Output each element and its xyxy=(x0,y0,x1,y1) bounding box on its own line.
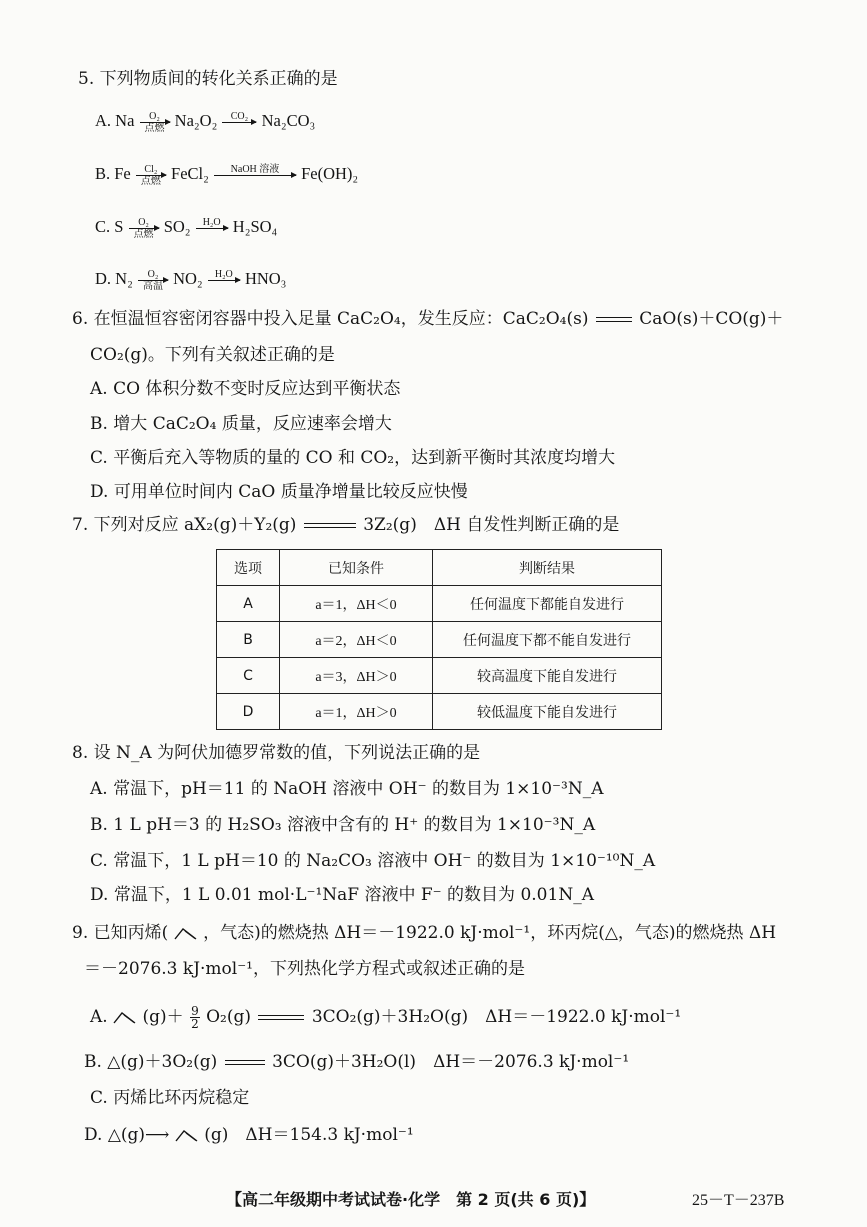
q6-option-b: B. 增大 CaC₂O₄ 质量，反应速率会增大 xyxy=(90,414,392,434)
q7-stem-part2: 3Z₂(g) ΔH 自发性判断正确的是 xyxy=(363,515,620,535)
q9-stem-line1 xyxy=(72,922,776,944)
q5-b-end: Fe(OH)₂ xyxy=(301,164,359,183)
equilibrium-arrow-icon xyxy=(596,317,632,323)
q6-option-c: C. 平衡后充入等物质的量的 CO 和 CO₂，达到新平衡时其浓度均增大 xyxy=(90,448,616,468)
q5-a-arrow1: O₂ 点燃 xyxy=(140,111,170,134)
table-row xyxy=(217,586,662,622)
page-footer: 【高二年级期中考试试卷·化学 第 2 页(共 6 页)】 xyxy=(226,1190,596,1209)
q5-d-mid: NO₂ xyxy=(173,269,203,288)
q5-d-arrow1: O₂ 高温 xyxy=(138,269,168,292)
table-row xyxy=(217,658,662,694)
q9-option-a xyxy=(90,1005,681,1030)
q8-option-b: B. 1 L pH＝3 的 H₂SO₃ 溶液中含有的 H⁺ 的数目为 1×10⁻³N_A xyxy=(90,815,596,835)
q5-d-start: D. N₂ xyxy=(95,269,133,288)
q6-stem-line1 xyxy=(72,308,783,330)
table-header-row xyxy=(217,550,662,586)
q5-b-mid: FeCl₂ xyxy=(171,164,209,183)
table-row xyxy=(217,622,662,658)
double-line-equals-icon xyxy=(304,523,356,529)
q7-options-table xyxy=(216,549,662,730)
q9-stem-part2: ，气态)的燃烧热 ΔH＝－1922.0 kJ·mol⁻¹，环丙烷(△，气态)的燃烧热 ΔH xyxy=(203,923,777,943)
q5-b-arrow1: Cl₂ 点燃 xyxy=(136,164,166,187)
propene-skeletal-icon xyxy=(175,1129,199,1143)
q9-stem-line2: ＝－2076.3 kJ·mol⁻¹，下列热化学方程式或叙述正确的是 xyxy=(84,959,525,979)
q5-d-arrow2: H₂O xyxy=(208,269,240,292)
double-line-equals-icon xyxy=(258,1015,304,1021)
table-header: 已知条件 xyxy=(280,550,433,586)
q9-a-products: 3CO₂(g)＋3H₂O(g) ΔH＝－1922.0 kJ·mol⁻¹ xyxy=(311,1007,682,1027)
q5-a-mid: Na₂O₂ xyxy=(174,111,218,130)
q9-d-reactant: D. △(g)⟶ xyxy=(84,1125,170,1145)
q6-option-a: A. CO 体积分数不变时反应达到平衡状态 xyxy=(90,379,401,399)
q5-a-arrow2: CO₂ xyxy=(222,111,256,134)
q5-option-c xyxy=(95,216,277,240)
q5-option-a xyxy=(95,110,315,134)
q9-b-products: 3CO(g)＋3H₂O(l) ΔH＝－2076.3 kJ·mol⁻¹ xyxy=(272,1052,630,1072)
q8-option-a: A. 常温下，pH＝11 的 NaOH 溶液中 OH⁻ 的数目为 1×10⁻³N_A xyxy=(90,779,604,799)
q9-option-b xyxy=(84,1051,629,1073)
table-cell: a＝2，ΔH＜0 xyxy=(280,622,433,658)
q9-option-d xyxy=(84,1124,414,1146)
q5-a-start: A. Na xyxy=(95,111,135,130)
q8-option-d: D. 常温下，1 L 0.01 mol·L⁻¹NaF 溶液中 F⁻ 的数目为 0.01N_A xyxy=(90,885,594,905)
table-header: 选项 xyxy=(217,550,280,586)
q5-a-end: Na₂CO₃ xyxy=(261,111,316,130)
q9-a-fraction xyxy=(190,1005,200,1030)
q6-stem-line2: CO₂(g)。下列有关叙述正确的是 xyxy=(90,345,335,365)
q8-stem: 8. 设 N_A 为阿伏加德罗常数的值，下列说法正确的是 xyxy=(72,743,481,763)
q5-c-arrow1: O₂ 点燃 xyxy=(129,217,159,240)
table-cell: 较高温度下能自发进行 xyxy=(433,658,662,694)
table-cell: D xyxy=(217,694,280,730)
table-cell: C xyxy=(217,658,280,694)
propene-skeletal-icon xyxy=(113,1011,137,1025)
q5-b-arrow2: NaOH 溶液 xyxy=(214,164,296,187)
fraction-denominator: 2 xyxy=(191,1017,199,1031)
table-cell: B xyxy=(217,622,280,658)
table-row xyxy=(217,694,662,730)
table-cell: A xyxy=(217,586,280,622)
q5-d-end: HNO₃ xyxy=(244,269,287,288)
table-cell: a＝1，ΔH＞0 xyxy=(280,694,433,730)
q9-d-product: (g) ΔH＝154.3 kJ·mol⁻¹ xyxy=(204,1125,414,1145)
double-line-equals-icon xyxy=(225,1060,265,1066)
table-cell: a＝1，ΔH＜0 xyxy=(280,586,433,622)
q7-stem-part1: 7. 下列对反应 aX₂(g)＋Y₂(g) xyxy=(72,515,297,535)
q9-a-oxygen: O₂(g) xyxy=(206,1007,252,1027)
q5-b-start: B. Fe xyxy=(95,164,131,183)
fraction-numerator: 9 xyxy=(191,1004,199,1018)
paper-code: 25－T－237B xyxy=(692,1192,785,1209)
q5-option-b xyxy=(95,163,358,187)
q5-c-end: H₂SO₄ xyxy=(232,217,278,236)
q5-stem: 5. 下列物质间的转化关系正确的是 xyxy=(78,69,338,89)
q5-c-arrow2: H₂O xyxy=(196,217,228,240)
q6-stem-part1: 6. 在恒温恒容密闭容器中投入足量 CaC₂O₄，发生反应：CaC₂O₄(s) xyxy=(72,309,589,329)
q8-option-c: C. 常温下，1 L pH＝10 的 Na₂CO₃ 溶液中 OH⁻ 的数目为 1×10⁻¹⁰N_A xyxy=(90,851,656,871)
q5-option-d xyxy=(95,268,286,292)
q6-option-d: D. 可用单位时间内 CaO 质量净增量比较反应快慢 xyxy=(90,482,468,502)
q9-option-c: C. 丙烯比环丙烷稳定 xyxy=(90,1088,250,1108)
table-cell: 任何温度下都不能自发进行 xyxy=(433,622,662,658)
table-cell: 较低温度下能自发进行 xyxy=(433,694,662,730)
table-header: 判断结果 xyxy=(433,550,662,586)
q5-c-mid: SO₂ xyxy=(163,217,191,236)
q9-a-label: A. xyxy=(90,1007,108,1027)
propene-skeletal-icon xyxy=(174,927,198,941)
q9-a-reactant: (g)＋ xyxy=(142,1007,184,1027)
q5-c-start: C. S xyxy=(95,217,124,236)
q7-stem xyxy=(72,514,619,536)
q9-b-reactants: B. △(g)＋3O₂(g) xyxy=(84,1052,218,1072)
table-cell: 任何温度下都能自发进行 xyxy=(433,586,662,622)
q6-stem-part2: CaO(s)＋CO(g)＋ xyxy=(639,309,784,329)
table-cell: a＝3，ΔH＞0 xyxy=(280,658,433,694)
q9-stem-part1: 9. 已知丙烯( xyxy=(72,923,169,943)
